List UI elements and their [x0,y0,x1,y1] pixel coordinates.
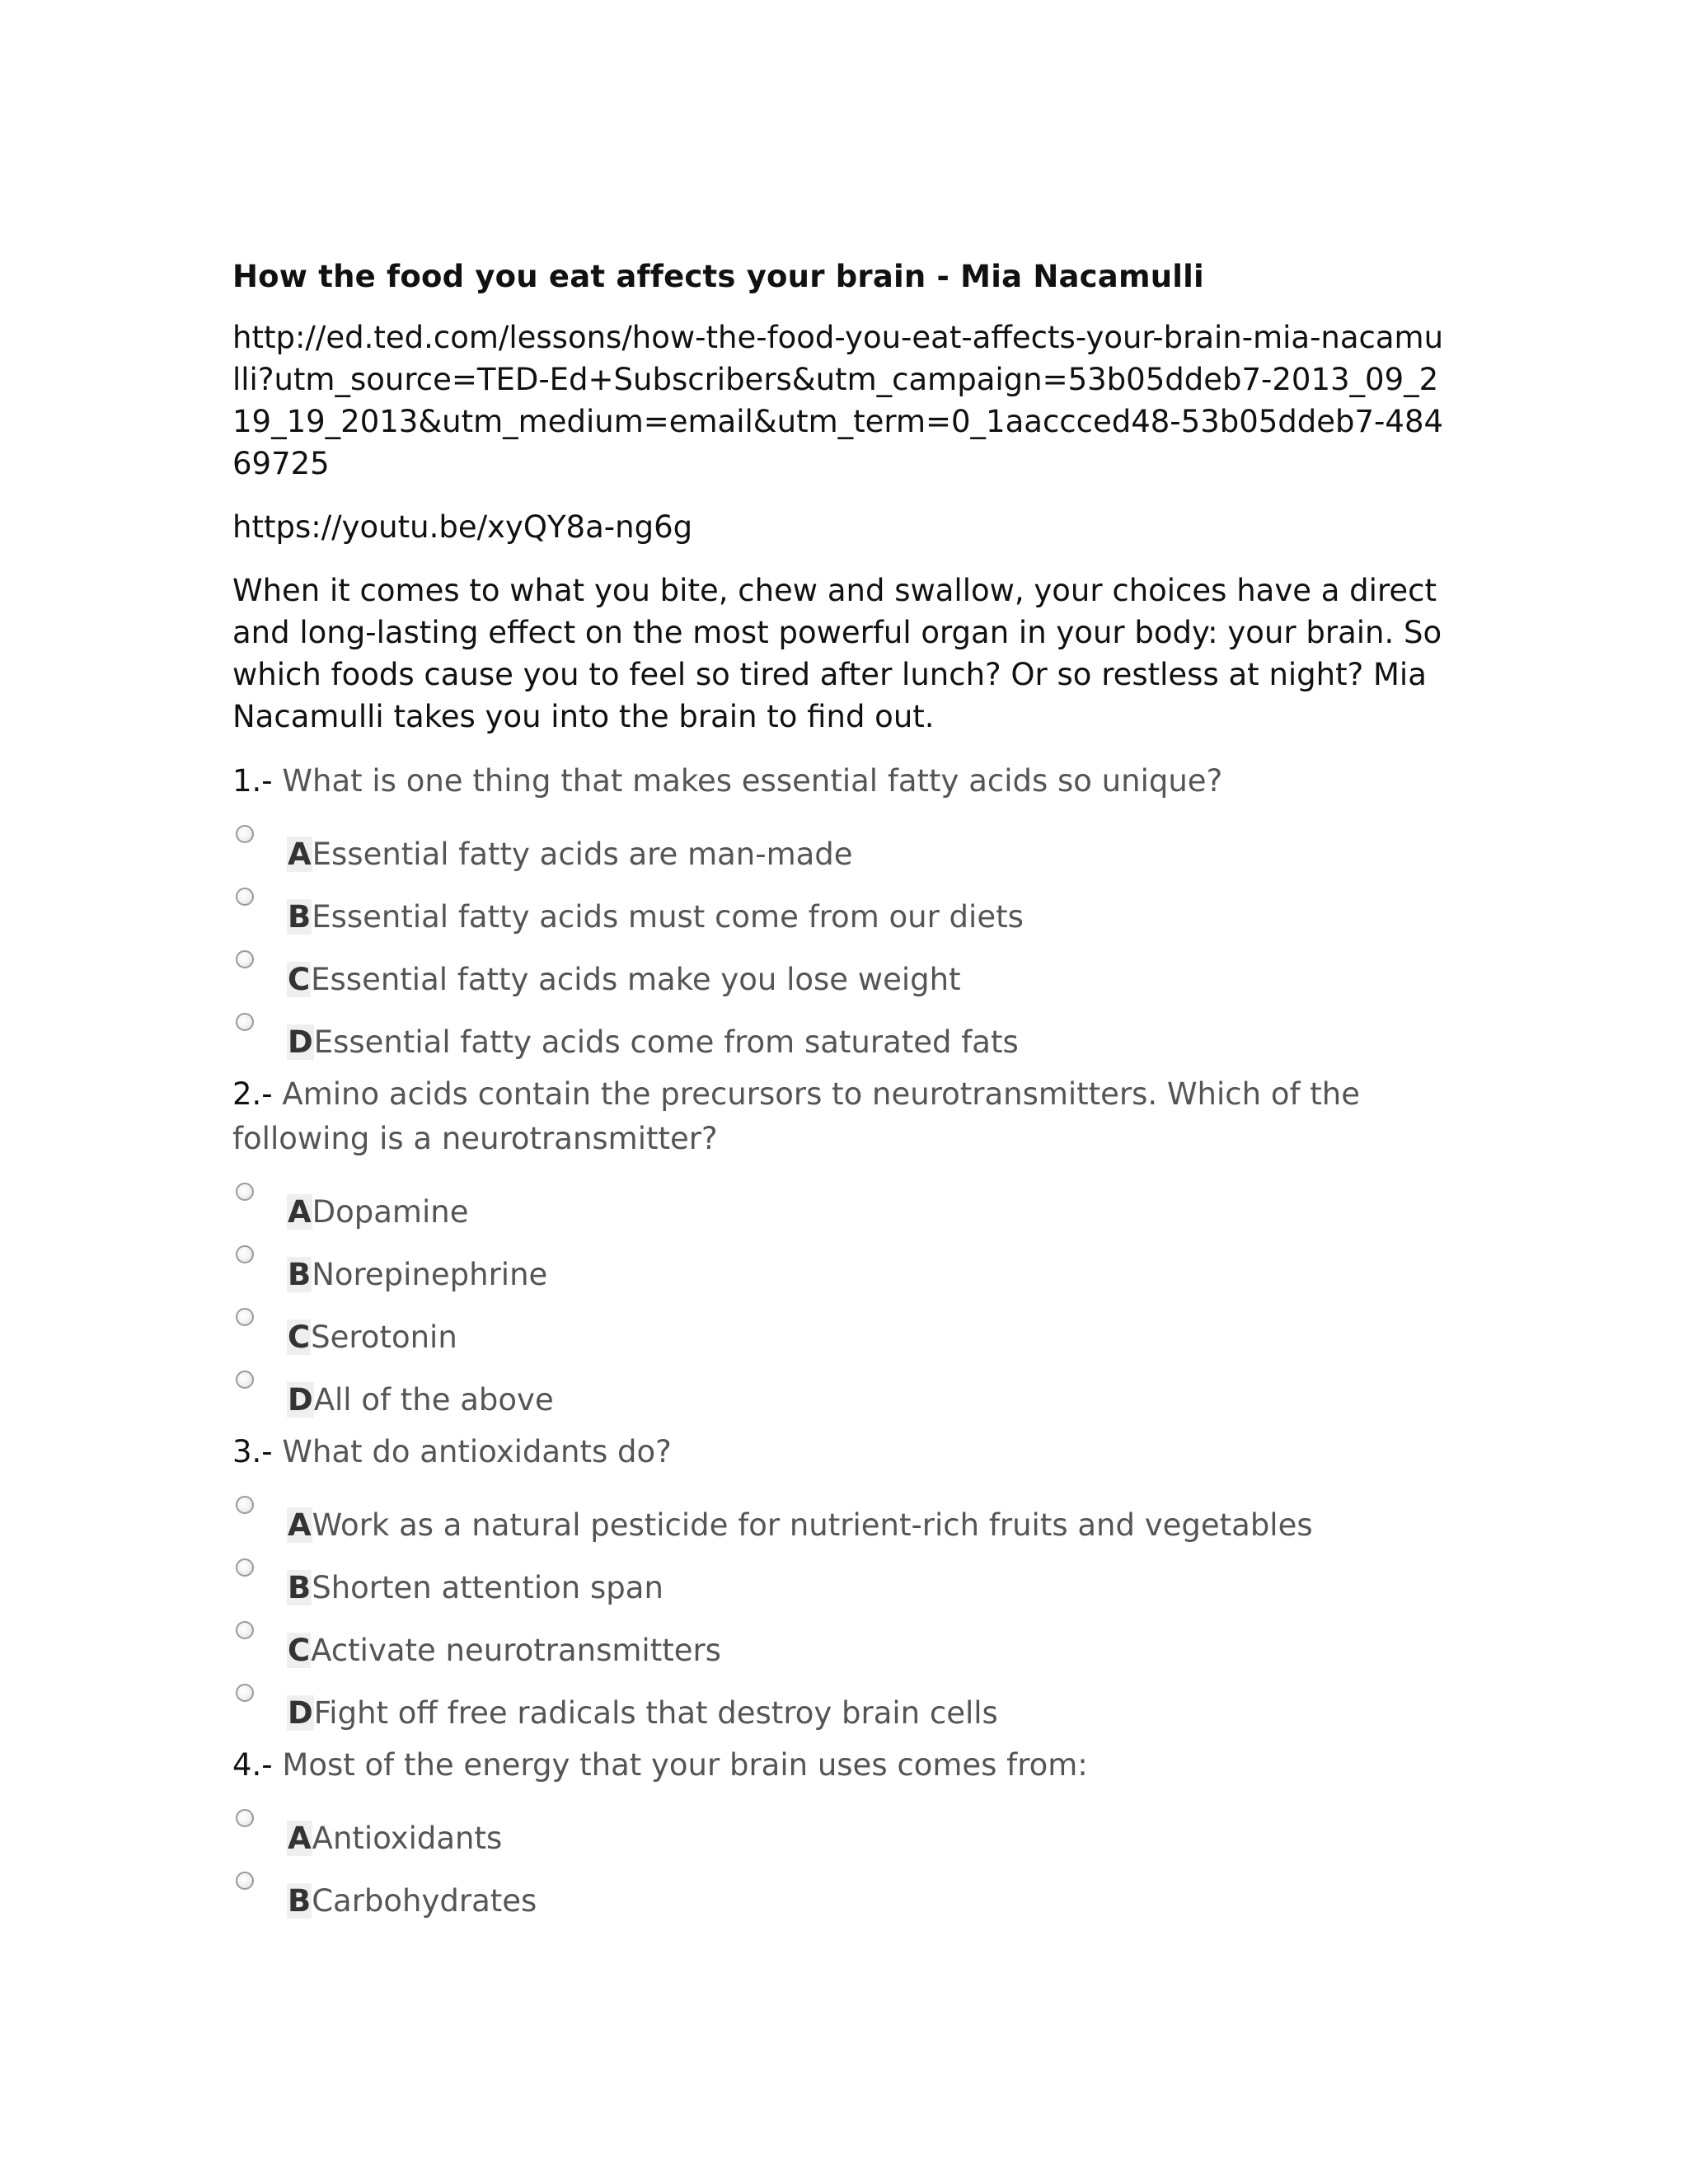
option-letter: C [288,1633,311,1668]
option-text: All of the above [313,1382,554,1418]
option-label [287,1692,998,1735]
option-a[interactable] [232,1179,1444,1242]
option-label [287,833,853,876]
option-c[interactable] [232,1618,1444,1680]
option-text: Carbohydrates [312,1883,537,1919]
option-d[interactable] [232,1367,1444,1430]
option-letter: A [288,1194,312,1230]
question-prompt: What do antioxidants do? [272,1434,672,1469]
question-number: 4.- [232,1747,273,1783]
option-b[interactable] [232,1555,1444,1618]
option-text: Essential fatty acids are man-made [312,837,853,872]
document-page [232,255,1444,1931]
answer-options [232,1493,1444,1743]
option-d[interactable] [232,1010,1444,1072]
radio-button-icon[interactable] [236,825,254,843]
option-label [287,958,961,1001]
option-text: Serotonin [311,1319,457,1355]
radio-button-icon[interactable] [236,1809,254,1827]
question-text [232,1072,1444,1161]
option-text: Essential fatty acids come from saturated fats [313,1024,1019,1060]
option-label [287,1504,1313,1547]
option-label [287,1316,457,1359]
question-text [232,1743,1444,1788]
question-text [232,759,1444,804]
option-a[interactable] [232,1493,1444,1555]
radio-button-icon[interactable] [236,1558,254,1577]
document-title: How the food you eat affects your brain - Mia Nacamulli [232,259,1204,294]
radio-button-icon[interactable] [236,1621,254,1639]
option-label [287,1629,721,1672]
radio-button-icon[interactable] [236,1183,254,1201]
option-text: Essential fatty acids must come from our diets [312,899,1024,935]
option-a[interactable] [232,1806,1444,1868]
question-3 [232,1430,1444,1743]
lesson-description: When it comes to what you bite, chew and swallow, your choices have a direct and long-lasting effect on the most powerful organ in your body: your brain. So which foods cause you to feel so tired after lunch? Or so restless at night? Mia Nacamulli takes you into the brain to find out. [232,573,1442,734]
option-letter: B [288,1257,312,1292]
radio-button-icon[interactable] [236,888,254,906]
question-1 [232,759,1444,1072]
question-prompt: Amino acids contain the precursors to neurotransmitters. Which of the following is a neurotransmitter? [232,1076,1360,1156]
answer-options [232,1806,1444,1931]
option-label [287,1191,468,1234]
question-4 [232,1743,1444,1931]
option-b[interactable] [232,1868,1444,1931]
option-letter: A [288,1821,312,1856]
option-text: Activate neurotransmitters [311,1633,721,1668]
option-text: Fight off free radicals that destroy brain cells [313,1695,998,1731]
option-text: Work as a natural pesticide for nutrient-rich fruits and vegetables [312,1507,1313,1543]
radio-button-icon[interactable] [236,1013,254,1031]
option-c[interactable] [232,947,1444,1010]
option-b[interactable] [232,1242,1444,1305]
option-text: Dopamine [312,1194,469,1230]
option-letter: D [288,1382,313,1418]
option-letter: D [288,1695,313,1731]
option-label [287,1817,502,1860]
radio-button-icon[interactable] [236,1245,254,1263]
option-text: Essential fatty acids make you lose weight [311,962,961,997]
question-number: 2.- [232,1076,273,1112]
radio-button-icon[interactable] [236,950,254,968]
question-text [232,1430,1444,1474]
option-text: Norepinephrine [312,1257,548,1292]
question-prompt: What is one thing that makes essential fatty acids so unique? [272,763,1223,799]
question-2 [232,1072,1444,1430]
option-letter: A [288,1507,312,1543]
option-letter: C [288,962,311,997]
radio-button-icon[interactable] [236,1684,254,1702]
option-letter: B [288,899,312,935]
radio-button-icon[interactable] [236,1872,254,1890]
option-label [287,896,1024,939]
youtube-link[interactable]: https://youtu.be/xyQY8a-ng6g [232,509,693,545]
option-label [287,1567,663,1610]
radio-button-icon[interactable] [236,1496,254,1514]
question-number: 1.- [232,763,273,799]
option-label [287,1880,537,1923]
option-letter: D [288,1024,313,1060]
option-d[interactable] [232,1680,1444,1743]
option-a[interactable] [232,822,1444,884]
option-label [287,1021,1019,1064]
option-label [287,1379,554,1422]
option-b[interactable] [232,884,1444,947]
question-number: 3.- [232,1434,273,1469]
option-letter: B [288,1883,312,1919]
ted-lesson-link[interactable]: http://ed.ted.com/lessons/how-the-food-you-eat-affects-your-brain-mia-nacamulli?utm_source=TED-Ed+Subscribers&utm_campaign=53b05ddeb7-2013_09_219_19_2013&utm_medium=email&utm_term=0_1aaccced48-53b05ddeb7-48469725 [232,320,1444,481]
option-c[interactable] [232,1305,1444,1367]
option-text: Antioxidants [312,1821,503,1856]
option-label [287,1254,547,1296]
option-letter: A [288,837,312,872]
answer-options [232,822,1444,1072]
radio-button-icon[interactable] [236,1308,254,1326]
option-text: Shorten attention span [312,1570,663,1605]
option-letter: C [288,1319,311,1355]
answer-options [232,1179,1444,1430]
question-prompt: Most of the energy that your brain uses comes from: [272,1747,1088,1783]
radio-button-icon[interactable] [236,1371,254,1389]
option-letter: B [288,1570,312,1605]
